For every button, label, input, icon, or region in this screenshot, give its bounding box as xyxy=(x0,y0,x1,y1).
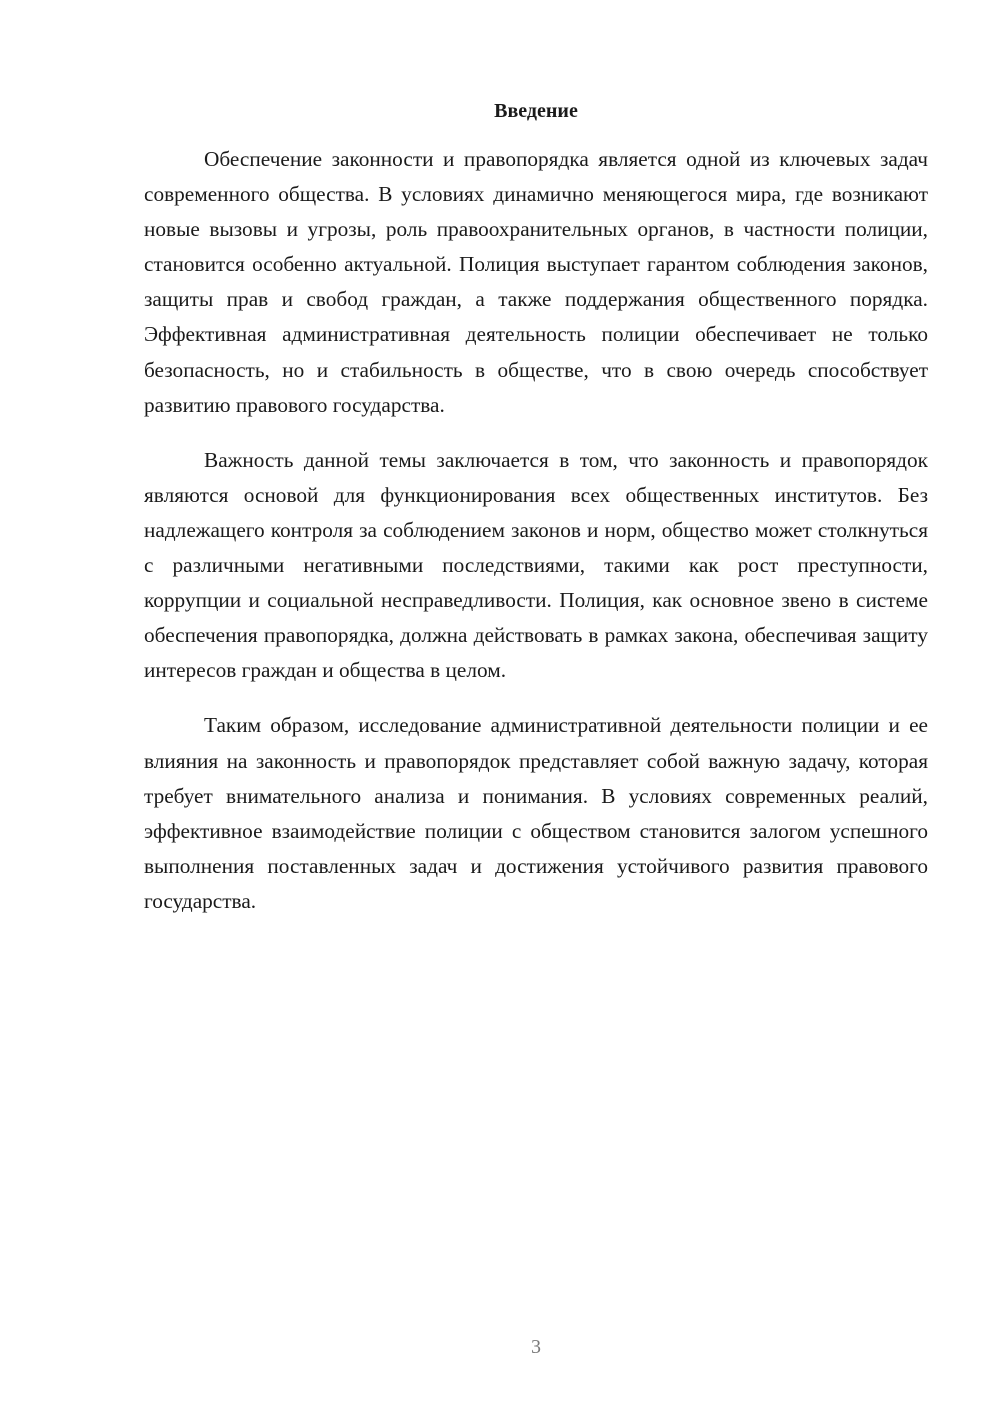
body-text xyxy=(144,142,928,939)
section-heading: Введение xyxy=(494,100,578,122)
paragraph-3: Таким образом, исследование административной деятельности полиции и ее влияния на законность и правопорядок представляет собой важную задачу, которая требует внимательного анализа и понимания. В условиях современных реалий, эффективное взаимодействие полиции с обществом становится залогом успешного выполнения поставленных задач и достижения устойчивого развития правового государства. xyxy=(144,713,928,913)
page-number: 3 xyxy=(531,1336,541,1358)
paragraph-1: Обеспечение законности и правопорядка является одной из ключевых задач современного общества. В условиях динамично меняющегося мира, где возникают новые вызовы и угрозы, роль правоохранительных органов, в частности полиции, становится особенно актуальной. Полиция выступает гарантом соблюдения законов, защиты прав и свобод граждан, а также поддержания общественного порядка. Эффективная административная деятельность полиции обеспечивает не только безопасность, но и стабильность в обществе, что в свою очередь способствует развитию правового государства. xyxy=(144,147,928,417)
paragraph-2: Важность данной темы заключается в том, что законность и правопорядок являются основой для функционирования всех общественных институтов. Без надлежащего контроля за соблюдением законов и норм, общество может столкнуться с различными негативными последствиями, такими как рост преступности, коррупции и социальной несправедливости. Полиция, как основное звено в системе обеспечения правопорядка, должна действовать в рамках закона, обеспечивая защиту интересов граждан и общества в целом. xyxy=(144,447,928,683)
